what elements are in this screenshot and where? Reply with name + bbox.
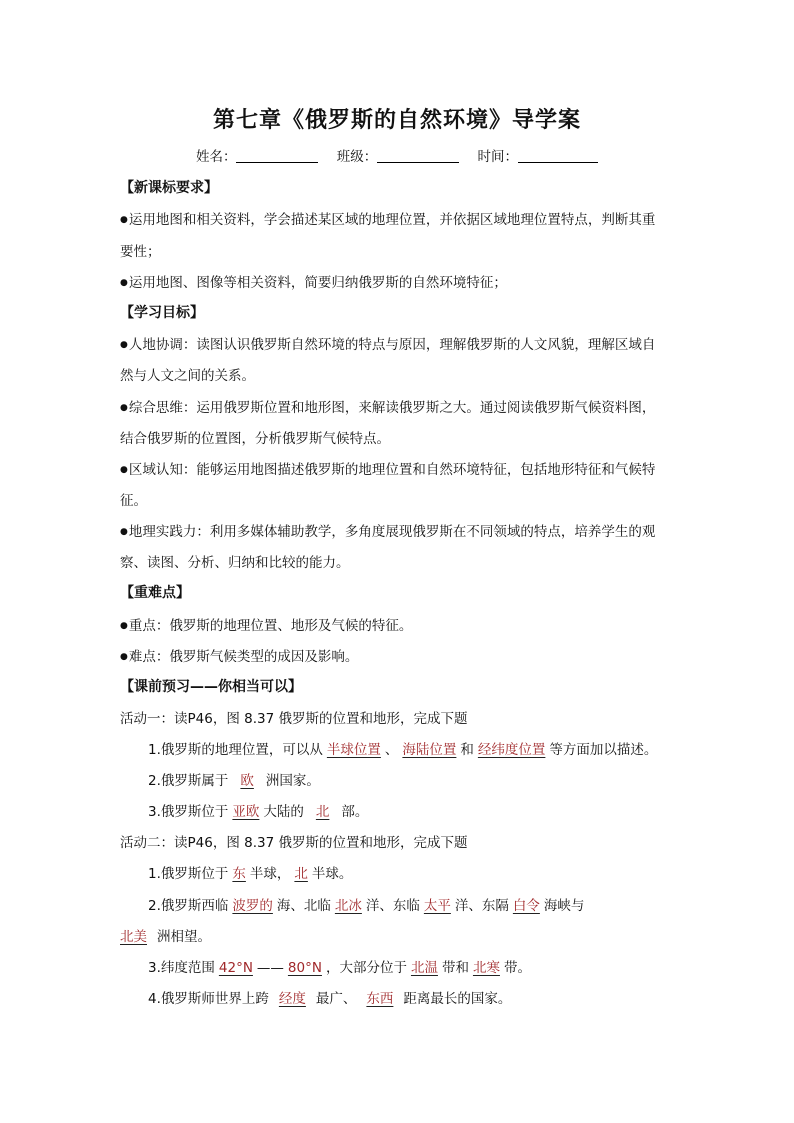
activity-two-question-2-continued: 北美 洲相望。 bbox=[120, 929, 211, 945]
goal-item: ●人地协调：读图认识俄罗斯自然环境的特点与原因，理解俄罗斯的人文风貌，理解区域自 bbox=[120, 337, 656, 353]
answer-blank[interactable]: 北 bbox=[315, 804, 330, 820]
goal-item: ●区域认知：能够运用地图描述俄罗斯的地理位置和自然环境特征，包括地形特征和气候特 bbox=[120, 462, 656, 478]
answer-blank[interactable]: 海陆位置 bbox=[402, 742, 457, 758]
name-label: 姓名： bbox=[195, 149, 237, 165]
activity-one-heading: 活动一：读P46，图 8.37 俄罗斯的位置和地形，完成下题 bbox=[120, 711, 468, 727]
answer-blank[interactable]: 北冰 bbox=[334, 898, 362, 914]
activity-two-question-4: 4.俄罗斯师世界上跨 经度 最广、 东西 距离最长的国家。 bbox=[148, 991, 512, 1007]
section-heading-standards: 【新课标要求】 bbox=[120, 180, 218, 196]
goal-item-continued: 征。 bbox=[120, 493, 147, 509]
answer-blank[interactable]: 东西 bbox=[366, 991, 394, 1007]
standard-item: ●运用地图、图像等相关资料，简要归纳俄罗斯的自然环境特征； bbox=[120, 275, 507, 291]
standard-item: ●运用地图和相关资料，学会描述某区域的地理位置，并依据区域地理位置特点，判断其重 bbox=[120, 212, 656, 228]
goal-item: ●综合思维：运用俄罗斯位置和地形图，来解读俄罗斯之大。通过阅读俄罗斯气候资料图， bbox=[120, 400, 656, 416]
answer-blank[interactable]: 42°N bbox=[218, 960, 253, 976]
goal-item-continued: 察、读图、分析、归纳和比较的能力。 bbox=[120, 555, 350, 571]
name-blank[interactable] bbox=[236, 148, 318, 163]
goal-item: ●地理实践力：利用多媒体辅助教学，多角度展现俄罗斯在不同领域的特点，培养学生的观 bbox=[120, 524, 656, 540]
standard-item-continued: 要性； bbox=[120, 244, 161, 260]
answer-blank[interactable]: 欧 bbox=[240, 773, 254, 789]
bullet-icon: ● bbox=[120, 527, 128, 537]
activity-two-heading: 活动二：读P46，图 8.37 俄罗斯的位置和地形，完成下题 bbox=[120, 835, 468, 851]
time-label: 时间： bbox=[477, 149, 519, 165]
answer-blank[interactable]: 波罗的 bbox=[232, 898, 273, 914]
goal-item-continued: 然与人文之间的关系。 bbox=[120, 368, 255, 384]
page-title: 第七章《俄罗斯的自然环境》导学案 bbox=[212, 107, 581, 133]
class-blank[interactable] bbox=[377, 148, 459, 163]
bullet-icon: ● bbox=[120, 278, 128, 288]
section-heading-preview: 【课前预习——你相当可以】 bbox=[120, 679, 302, 695]
answer-blank[interactable]: 东 bbox=[232, 866, 246, 882]
class-label: 班级： bbox=[336, 149, 378, 165]
keypoint-item: ●重点：俄罗斯的地理位置、地形及气候的特征。 bbox=[120, 618, 413, 634]
activity-one-question-3: 3.俄罗斯位于 亚欧 大陆的 北 部。 bbox=[148, 804, 369, 820]
answer-blank[interactable]: 经纬度位置 bbox=[477, 742, 546, 758]
answer-blank[interactable]: 北寒 bbox=[472, 960, 500, 976]
bullet-icon: ● bbox=[120, 465, 128, 475]
goal-item-continued: 结合俄罗斯的位置图，分析俄罗斯气候特点。 bbox=[120, 431, 390, 447]
answer-blank[interactable]: 北 bbox=[294, 866, 308, 882]
keypoint-item: ●难点：俄罗斯气候类型的成因及影响。 bbox=[120, 649, 359, 665]
answer-blank[interactable]: 80°N bbox=[287, 960, 322, 976]
bullet-icon: ● bbox=[120, 340, 128, 350]
answer-blank[interactable]: 经度 bbox=[278, 991, 306, 1007]
answer-blank[interactable]: 白令 bbox=[512, 898, 540, 914]
activity-two-question-3: 3.纬度范围 42°N —— 80°N ，大部分位于 北温 带和 北寒 带。 bbox=[148, 960, 531, 976]
bullet-icon: ● bbox=[120, 652, 128, 662]
student-info-line bbox=[0, 145, 794, 165]
activity-two-question-2: 2.俄罗斯西临 波罗的 海、北临 北冰 洋、东临 太平 洋、东隔 白令 海峡与 bbox=[148, 898, 585, 914]
answer-blank[interactable]: 北温 bbox=[410, 960, 438, 976]
answer-blank[interactable]: 北美 bbox=[120, 929, 147, 945]
activity-one-question-1: 1.俄罗斯的地理位置，可以从 半球位置 、 海陆位置 和 经纬度位置 等方面加以描述。 bbox=[148, 742, 658, 758]
bullet-icon: ● bbox=[120, 403, 128, 413]
bullet-icon: ● bbox=[120, 215, 128, 225]
answer-blank[interactable]: 半球位置 bbox=[326, 742, 381, 758]
section-heading-goals: 【学习目标】 bbox=[120, 305, 204, 321]
time-blank[interactable] bbox=[518, 148, 598, 163]
bullet-icon: ● bbox=[120, 621, 128, 631]
answer-blank[interactable]: 亚欧 bbox=[232, 804, 260, 820]
activity-one-question-2: 2.俄罗斯属于 欧 洲国家。 bbox=[148, 773, 320, 789]
section-heading-keypoints: 【重难点】 bbox=[120, 585, 190, 601]
answer-blank[interactable]: 太平 bbox=[423, 898, 451, 914]
activity-two-question-1: 1.俄罗斯位于 东 半球， 北 半球。 bbox=[148, 866, 353, 882]
